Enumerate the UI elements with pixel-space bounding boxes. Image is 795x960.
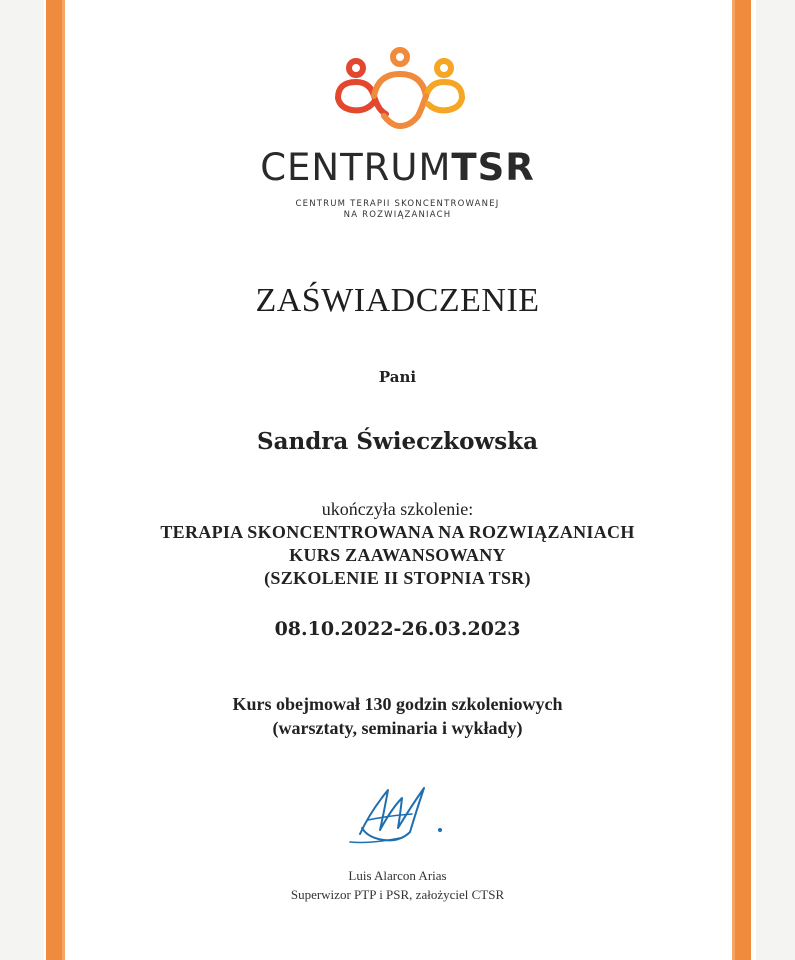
- centrum-tsr-logo-icon: [330, 46, 470, 130]
- left-inner-border: [62, 0, 65, 960]
- course-title-line1: TERAPIA SKONCENTROWANA NA ROZWIĄZANIACH: [160, 522, 635, 542]
- brand-name-light: CENTRUM: [260, 146, 452, 189]
- brand-name-bold: TSR: [451, 146, 535, 189]
- brand-subtitle-line2: NA ROZWIĄZANIACH: [343, 210, 452, 220]
- recipient-name: Sandra Świeczkowska: [256, 428, 539, 455]
- course-dates: 08.10.2022-26.03.2023: [274, 618, 521, 640]
- certificate-title: ZAŚWIADCZENIE: [255, 282, 540, 319]
- brand-subtitle-line1: CENTRUM TERAPII SKONCENTROWANEJ: [295, 199, 500, 209]
- completed-text: ukończyła szkolenie:: [321, 499, 474, 519]
- course-hours-line1: Kurs obejmował 130 godzin szkoleniowych: [232, 694, 563, 714]
- brand-name: [0, 146, 795, 189]
- right-inner-border: [732, 0, 735, 960]
- course-title-line3: (SZKOLENIE II STOPNIA TSR): [264, 568, 531, 588]
- signatory-role: Superwizor PTP i PSR, założyciel CTSR: [290, 887, 505, 902]
- course-hours-line2: (warsztaty, seminaria i wykłady): [272, 718, 523, 738]
- signatory-name: Luis Alarcon Arias: [348, 868, 447, 883]
- right-orange-border: [735, 0, 751, 960]
- handwritten-signature: [340, 772, 460, 852]
- left-orange-border: [46, 0, 62, 960]
- salutation: Pani: [378, 368, 417, 386]
- course-title-line2: KURS ZAAWANSOWANY: [289, 545, 506, 565]
